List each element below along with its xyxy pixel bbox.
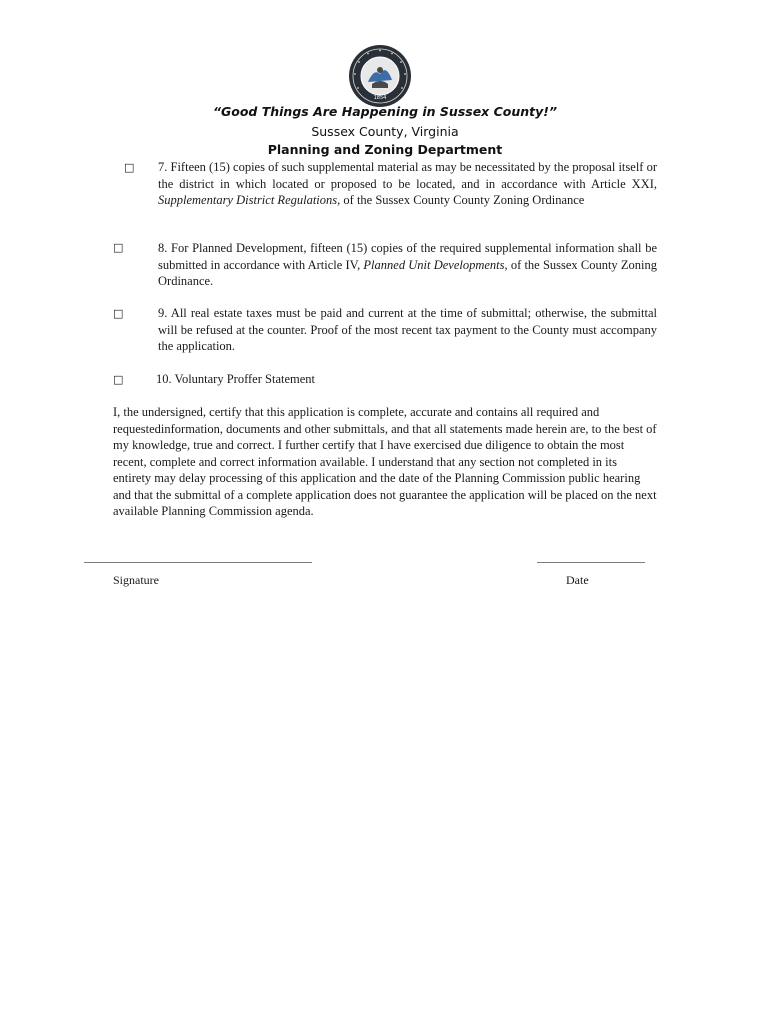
item-8-checkbox[interactable]: □ <box>113 241 124 254</box>
item-7-text <box>158 159 657 209</box>
county-name: Sussex County, Virginia <box>311 124 459 139</box>
department-name: Planning and Zoning Department <box>267 142 503 157</box>
certification-statement: I, the undersigned, certify that this application is complete, accurate and contains all required and requestedinformation, documents and other submittals, and that all statements made herein are, to the best of my knowledge, true and correct. I further certify that I have exercised due diligence to obtain the most recent, complete and correct information available. I understand that any section not completed in its entirety may delay processing of this application and the date of the Planning Commission public hearing and that the submittal of a complete application does not guarantee the application will be placed on the next available Planning Commission agenda. <box>113 405 657 518</box>
item-8-text-part: of the Sussex County Zoning Ordinance. <box>158 257 657 288</box>
signature-line[interactable]: ______________________________________ <box>84 550 312 564</box>
date-label: Date <box>566 573 589 587</box>
item-9-checkbox[interactable]: □ <box>113 307 124 320</box>
item-8-article-title: Planned Unit Developments, <box>363 257 508 272</box>
item-9-text <box>158 305 657 355</box>
county-seal-logo <box>348 44 412 108</box>
item-8-text-part: 8. For Planned Development, fifteen (15) copies of the required supplemental information shall be submitted in accordance with Article IV, <box>158 241 657 272</box>
signature-label: Signature <box>113 573 159 587</box>
item-7-checkbox[interactable]: □ <box>124 161 135 174</box>
item-7-article-title: Supplementary District Regulations, <box>158 193 341 207</box>
item-9-text-part: 9. All real estate taxes must be paid and current at the time of submittal; otherwise, the submittal will be refused at the counter. Proof of the most recent tax payment to the County must accompany the application. <box>158 306 657 353</box>
date-line[interactable]: __________________ <box>537 550 645 564</box>
svg-text:1854: 1854 <box>373 95 387 101</box>
item-10-text <box>156 371 315 388</box>
item-7-text-part: 7. Fifteen (15) copies of such supplemental material as may be necessitated by the proposal itself or the district in which located or proposed to be located, and in accordance with Article XXI, <box>158 160 657 191</box>
item-7-text-part: of the Sussex County County Zoning Ordinance <box>340 193 585 207</box>
county-slogan: “Good Things Are Happening in Sussex County!” <box>212 104 558 119</box>
item-10-checkbox[interactable]: □ <box>113 373 124 386</box>
item-8-text <box>158 240 657 290</box>
item-10-text-part: 10. Voluntary Proffer Statement <box>156 372 316 386</box>
